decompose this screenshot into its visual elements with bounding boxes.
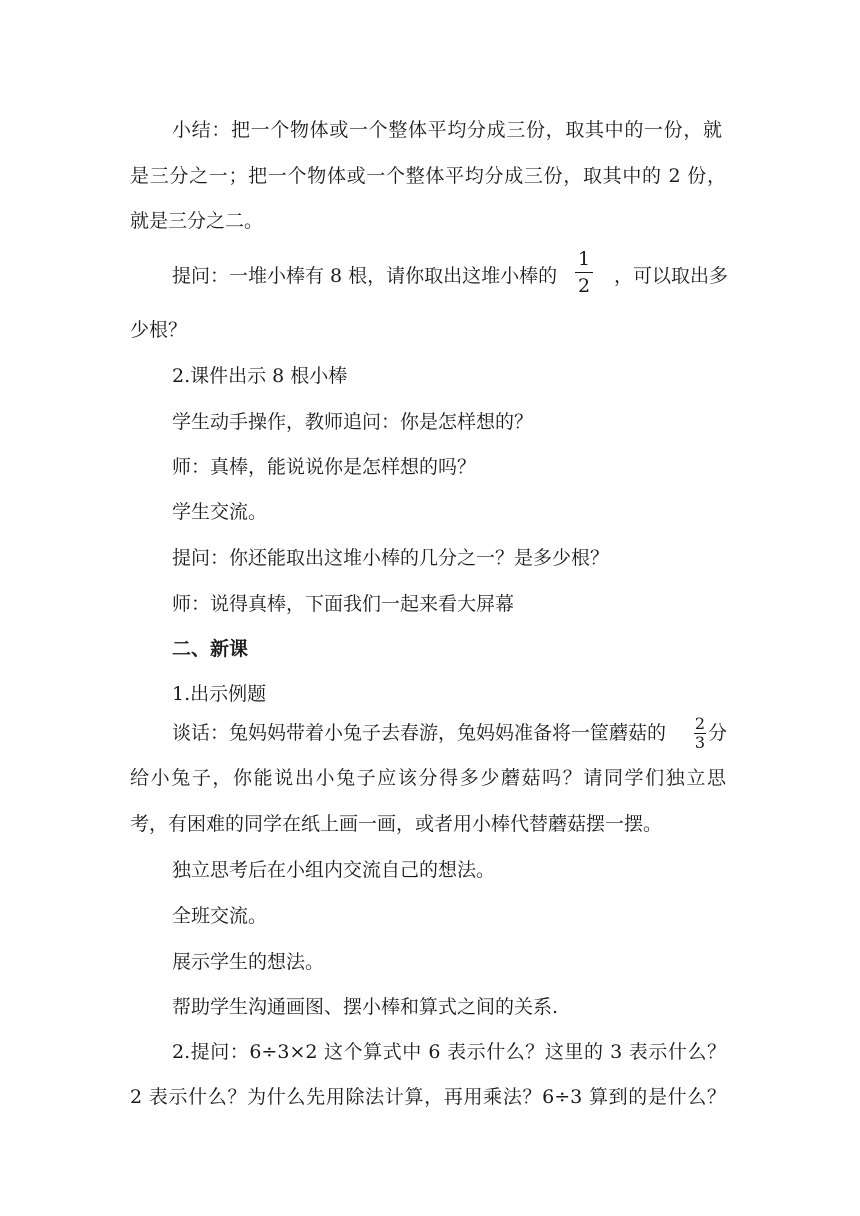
fraction-denominator: 2: [577, 275, 591, 297]
fraction-denominator: 3: [694, 733, 706, 752]
question-2: 提问：你还能取出这堆小棒的几分之一？是多少根？: [172, 547, 610, 569]
section-title: 二、新课: [172, 638, 249, 660]
fraction-two-thirds: [694, 716, 706, 751]
fraction-one-half: [575, 248, 593, 297]
summary-line-3: 就是三分之二。: [130, 210, 264, 232]
question1-suffix: ，可以取出多: [614, 265, 729, 287]
question-line-1: 2.提问：6÷3×2 这个算式中 6 表示什么？这里的 3 表示什么？: [172, 1041, 726, 1063]
help-link: 帮助学生沟通画图、摆小棒和算式之间的关系.: [172, 996, 559, 1018]
class-discuss: 全班交流。: [172, 905, 268, 927]
show-ideas: 展示学生的想法。: [172, 951, 325, 973]
talk-line-2: 给小兔子，你能说出小兔子应该分得多少蘑菇吗？请同学们独立思: [130, 767, 726, 789]
group-discuss: 独立思考后在小组内交流自己的想法。: [172, 859, 496, 881]
question1-line-2: 少根？: [130, 319, 188, 341]
summary-line-1: 小结：把一个物体或一个整体平均分成三份，取其中的一份，就: [172, 119, 722, 141]
fraction-numerator: 2: [694, 714, 706, 733]
talk-suffix: 分: [708, 722, 728, 744]
talk-prefix: 谈话：兔妈妈带着小兔子去春游，兔妈妈准备将一筐蘑菇的: [172, 722, 667, 744]
fraction-numerator: 1: [577, 248, 591, 270]
student-exchange: 学生交流。: [172, 501, 268, 523]
example-step: 1.出示例题: [172, 683, 267, 705]
step-2-heading: 2.课件出示 8 根小棒: [172, 365, 348, 387]
student-operate: 学生动手操作，教师追问：你是怎样想的？: [172, 411, 534, 433]
teacher-screen: 师：说得真棒，下面我们一起来看大屏幕: [172, 593, 515, 615]
talk-line-3: 考，有困难的同学在纸上画一画，或者用小棒代替蘑菇摆一摆。: [130, 813, 663, 835]
fraction-bar: [575, 272, 593, 273]
summary-line-2: 是三分之一；把一个物体或一个整体平均分成三份，取其中的 2 份，: [130, 165, 726, 187]
teacher-praise: 师：真棒，能说说你是怎样想的吗？: [172, 456, 477, 478]
question1-prefix: 提问：一堆小棒有 8 根，请你取出这堆小棒的: [172, 265, 558, 287]
question-line-2: 2 表示什么？为什么先用除法计算，再用乘法？6÷3 算到的是什么？: [130, 1086, 726, 1108]
